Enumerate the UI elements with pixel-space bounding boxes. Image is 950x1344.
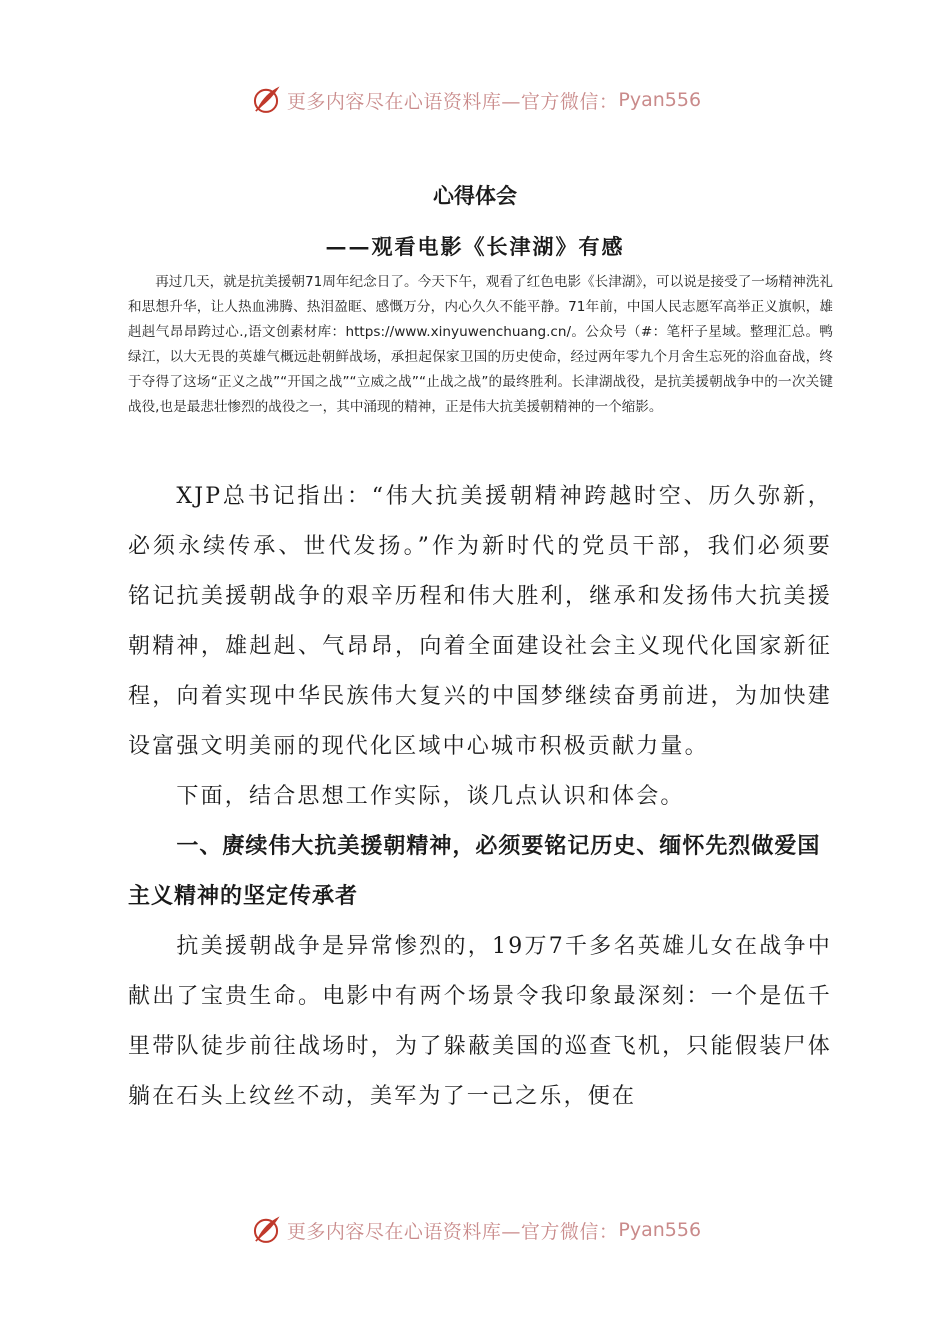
- intro-paragraph: 再过几天，就是抗美援朝71周年纪念日了。今天下午，观看了红色电影《长津湖》，可以说是接受了一场精神洗礼和思想升华，让人热血沸腾、热泪盈眶、感慨万分，内心久久不能平静。71年前，中国人民志愿军高举正义旗帜，雄赳赳气昂昂跨过心.,语文创素材库：https://www.xinyuwenchuang.cn/。公众号（#：笔杆子星域。整理汇总。鸭绿江，以大无畏的英雄气概远赴朝鲜战场，承担起保家卫国的历史使命，经过两年零九个月舍生忘死的浴血奋战，终于夺得了这场“正义之战”“开国之战”“立威之战”“止战之战”的最终胜利。长津湖战役，是抗美援朝战争中的一次关键战役,也是最悲壮惨烈的战役之一，其中涌现的精神，正是伟大抗美援朝精神的一个缩影。: [128, 274, 833, 415]
- quill-logo-icon: [249, 83, 283, 117]
- watermark-text: 更多内容尽在心语资料库—官方微信：: [286, 1220, 619, 1243]
- body-paragraph-1: XJP总书记指出：“伟大抗美援朝精神跨越时空、历久弥新，必须永续传承、世代发扬。”作为新时代的党员干部，我们必须要铭记抗美援朝战争的艰辛历程和伟大胜利，继承和发扬伟大抗美援朝精神，雄赳赳、气昂昂，向着全面建设社会主义现代化国家新征程，向着实现中华民族伟大复兴的中国梦继续奋勇前进，为加快建设富强文明美丽的现代化区域中心城市积极贡献力量。: [128, 484, 832, 759]
- section-heading-1: 一、赓续伟大抗美援朝精神，必须要铭记历史、缅怀先烈做爱国主义精神的坚定传承者: [128, 834, 821, 909]
- footer-watermark: [0, 1210, 950, 1250]
- document-body: [128, 472, 832, 1122]
- document-title: 心得体会: [433, 184, 517, 208]
- body-paragraph-3: 抗美援朝战争是异常惨烈的，19万7千多名英雄儿女在战争中献出了宝贵生命。电影中有两个场景令我印象最深刻：一个是伍千里带队徒步前往战场时，为了躲蔽美国的巡查飞机，只能假装尸体躺在石头上纹丝不动，美军为了一己之乐，便在: [128, 934, 832, 1109]
- document-subtitle: ——观看电影《长津湖》有感: [325, 234, 625, 259]
- watermark-wechat-id: Pyan556: [618, 89, 702, 111]
- watermark-wechat-id: Pyan556: [618, 1219, 702, 1241]
- watermark-text: 更多内容尽在心语资料库—官方微信：: [286, 90, 619, 113]
- body-paragraph-2: 下面，结合思想工作实际，谈几点认识和体会。: [176, 784, 685, 809]
- quill-logo-icon: [249, 1213, 283, 1247]
- header-watermark: [0, 80, 950, 120]
